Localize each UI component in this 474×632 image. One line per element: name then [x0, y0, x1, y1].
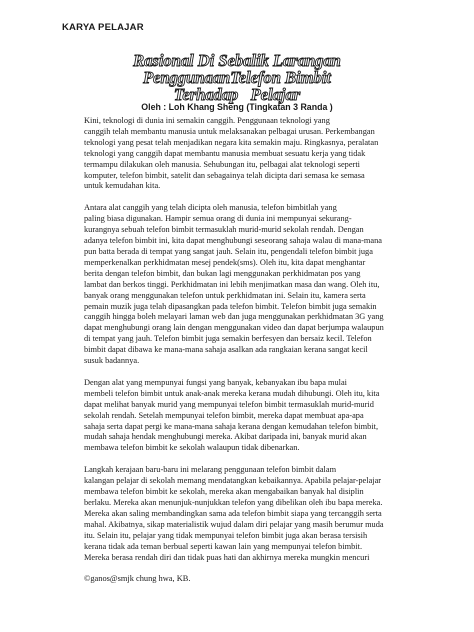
title-line: Terhadap Pelajar	[173, 85, 301, 104]
paragraph-line: itu. Selain itu, pelajar yang tidak mempunyai telefon bimbit juga akan berasa tersisih	[84, 530, 368, 540]
paragraph-line: termampu dilakukan oleh manusia. Sehubungan itu, pelbagai alat teknologi seperti	[84, 159, 360, 169]
paragraph	[84, 378, 404, 454]
paragraph-line: Dengan alat yang mempunyai fungsi yang banyak, kebanyakan ibu bapa mulai	[84, 377, 347, 387]
paragraph	[84, 465, 404, 563]
paragraph-line: sekolah rendah. Setelah mempunyai telefon bimbit, mereka dapat membuat apa-apa	[84, 410, 364, 420]
paragraph	[84, 203, 404, 367]
paragraph	[84, 116, 404, 192]
title-line: Rasional Di Sebalik Larangan	[133, 51, 341, 70]
paragraph-line: Langkah kerajaan baru-baru ini melarang penggunaan telefon bimbit dalam	[84, 465, 337, 475]
section-header: KARYA PELAJAR	[62, 22, 144, 33]
paragraph-line: membawa telefon bimbit ke sekolah walaupun tidak dibenarkan.	[84, 443, 300, 453]
paragraph-line: Mereka berasa rendah diri dan tidak puas hati dan akhirnya mereka mungkin mencuri	[84, 552, 370, 562]
paragraph-line: di tempat yang jauh. Telefon bimbit juga semakin berfesyen dan bersaiz kecil. Telefon	[84, 334, 372, 344]
paragraph-line: susuk badannya.	[84, 356, 140, 366]
paragraph-line: teknologi yang pesat telah menjadikan negara kita semakin maju. Ringkasnya, peralatan	[84, 137, 379, 147]
paragraph-line: teknologi yang canggih dapat membantu manusia membuat sesuatu kerja yang tidak	[84, 148, 366, 158]
paragraph-line: untuk kemudahan kita.	[84, 181, 161, 191]
paragraph-line: canggih hingga boleh melayari laman web dan juga menggunakan perkhidmatan 3G yang	[84, 312, 384, 322]
paragraph-line: pemain muzik juga telah dipasangkan pada telefon bimbit. Telefon bimbit juga semakin	[84, 301, 377, 311]
paragraph-line: Kini, teknologi di dunia ini semakin canggih. Penggunaan teknologi yang	[84, 116, 330, 125]
paragraph-line: dapat menghubungi orang lain dengan menggunakan video dan dapat berjumpa walaupun	[84, 323, 384, 333]
article-body	[84, 116, 404, 574]
paragraph-line: lambat dan berkos tinggi. Perkhidmatan ini lebih menjimatkan masa dan wang. Oleh itu,	[84, 279, 380, 289]
paragraph-line: bimbit dapat dibawa ke mana-mana sahaja asalkan ada rangkaian kerana sangat kecil	[84, 345, 368, 355]
title-line: PenggunaanTelefon Bimbit	[143, 68, 331, 87]
paragraph-line: banyak orang menggunakan telefon untuk perkhidmatan ini. Selain itu, kamera serta	[84, 290, 366, 300]
paragraph-line: berita dengan telefon bimbit, dan bukan lagi menggunakan perkhidmatan pos yang	[84, 268, 361, 278]
footer-credit: ©ganos@smjk chung hwa, KB.	[84, 574, 191, 583]
paragraph-line: canggih telah membantu manusia untuk melaksanakan pelbagai urusan. Perkembangan	[84, 126, 375, 136]
paragraph-line: kurangnya sebuah telefon bimbit termasuklah murid-murid sekolah rendah. Dengan	[84, 225, 364, 235]
paragraph-line: memperkenalkan perkhidmatan mesej pendek(sms). Oleh itu, kita dapat menghantar	[84, 257, 366, 267]
article-title	[0, 52, 474, 103]
paragraph-line: Antara alat canggih yang telah dicipta oleh manusia, telefon bimbitlah yang	[84, 203, 337, 213]
paragraph-line: pun batta berada di tempat yang sangat jauh. Selain itu, pengendali telefon bimbit juga	[84, 246, 373, 256]
paragraph-line: adanya telefon bimbit ini, kita dapat menghubungi seseorang sahaja walau di mana-mana	[84, 236, 382, 246]
paragraph-line: Mereka akan saling membandingkan sama ada telefon bimbit siapa yang tercanggih serta	[84, 508, 382, 518]
paragraph-line: sahaja serta dapat pergi ke mana-mana sahaja kerana dengan kemudahan telefon bimbit,	[84, 421, 379, 431]
paragraph-line: dapat melihat banyak murid yang mempunyai telefon bimbit termasuklah murid-murid	[84, 399, 374, 409]
paragraph-line: kerana tidak ada teman berbual seperti kawan lain yang mempunyai telefon bimbit.	[84, 541, 363, 551]
paragraph-line: berlaku. Mereka akan menunjuk-nunjukkan telefon yang dibelikan oleh ibu bapa mereka.	[84, 498, 383, 507]
paragraph-line: komputer, telefon bimbit, satelit dan sebagainya telah dicipta dari semasa ke semasa	[84, 170, 365, 180]
paragraph-line: paling biasa digunakan. Hampir semua orang di dunia ini mempunyai sekurang-	[84, 214, 352, 224]
paragraph-line: membeli telefon bimbit untuk anak-anak mereka kerana mudah dihubungi. Oleh itu, kita	[84, 388, 380, 398]
paragraph-line: kalangan pelajar di sekolah memang mendatangkan kebaikannya. Apabila pelajar-pelajar	[84, 476, 382, 486]
author-byline: Oleh : Loh Khang Sheng (Tingkatan 3 Randa )	[141, 102, 333, 112]
paragraph-line: mahal. Akibatnya, sikap materialistik wujud dalam diri pelajar yang masih berumur muda	[84, 519, 384, 529]
paragraph-line: mudah sahaja hendak menghubungi mereka. Akibat daripada ini, banyak murid akan	[84, 432, 367, 442]
paragraph-line: membawa telefon bimbit ke sekolah, mereka akan mengabaikan banyak hal disiplin	[84, 487, 364, 497]
